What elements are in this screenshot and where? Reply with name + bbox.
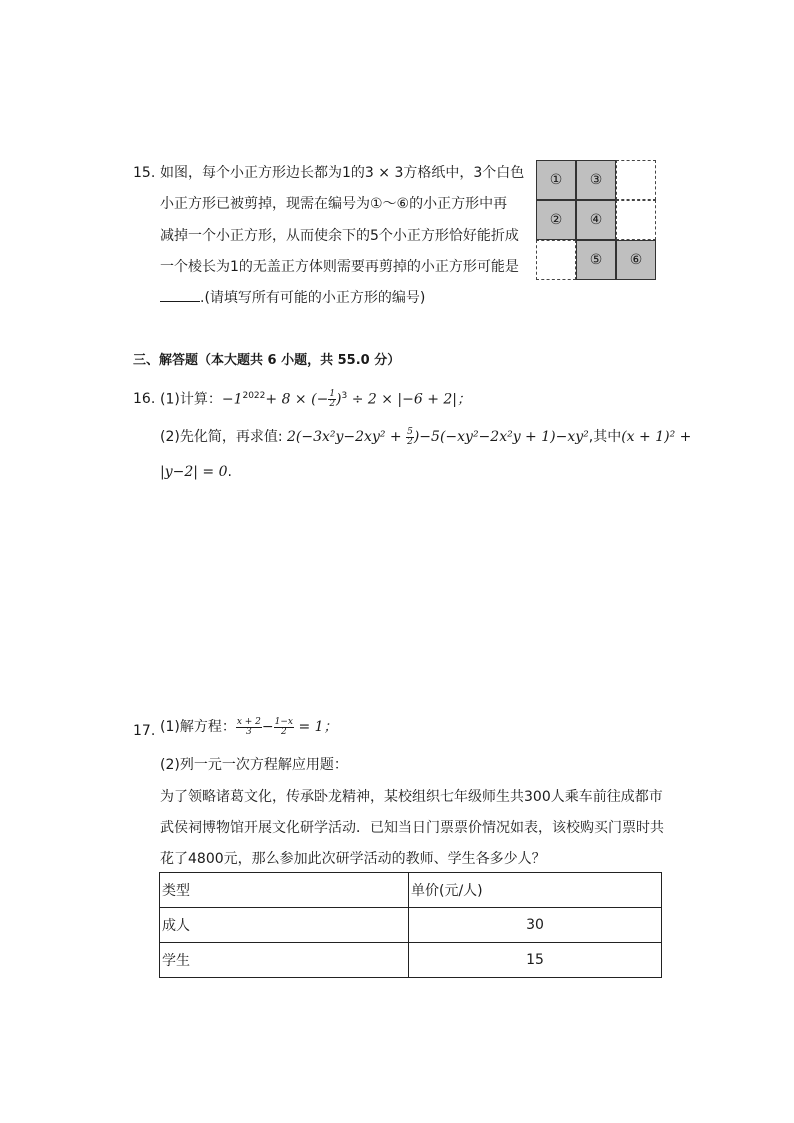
q16-number: 16. [133,391,156,407]
q16-part1-exp2: 3 [341,391,348,401]
q16-part2-expr-b: )−5(−xy²−2x²y + 1)−xy² [413,429,589,445]
ticket-price-table [159,872,662,978]
q16-part2-cond-a: (x + 1)² + [621,429,692,445]
grid-square: ⑤ [576,240,616,280]
q17-part1-prefix: (1)解方程： [160,719,236,735]
cut-square [536,240,576,280]
cut-square [616,200,656,240]
q17-fraction-2: $\frac{1-x}{2}$ [274,716,293,737]
table-header-row [160,873,662,908]
q15-number: 15. [133,165,156,181]
q16-part2-suffix: ,其中 [588,429,622,445]
table-cell-price: 15 [409,943,662,978]
table-cell-type: 成人 [160,908,409,943]
table-row [160,943,662,978]
q16-part1-exp: 2022 [242,391,266,401]
q15-line-2: 小正方形已被剪掉，现需在编号为①～⑥的小正方形中再 [160,196,508,212]
q16-part2-fraction: $\frac{5}{2}$ [407,426,413,447]
grid-square: ① [536,160,576,200]
q15-last-line: .(请填写所有可能的小正方形的编号) [200,290,426,306]
q16-part2-expr-a: 2(−3x²y−2xy² + [287,429,407,445]
q17-part1-rhs: = 1； [294,719,338,735]
q17-fraction-1: $\frac{x + 2}{3}$ [236,716,261,737]
q17-body-line-3: 花了4800元，那么参加此次研学活动的教师、学生各多少人？ [160,851,546,867]
q17-body-line-1: 为了领略诸葛文化，传承卧龙精神，某校组织七年级师生共300人乘车前往成都市 [160,789,663,805]
q15-line-5 [160,287,425,308]
q16-part1-expr-a: −1 [221,391,243,408]
grid-square: ④ [576,200,616,240]
q16-part1-expr-b: + 8 × (− [265,391,329,408]
square-grid-figure [536,160,658,280]
q17-part2-title: (2)列一元一次方程解应用题： [160,757,348,773]
q16-part1 [160,386,471,410]
q16-part2-cond-b: |y−2| = 0 [160,464,228,480]
table-header-type: 类型 [160,873,409,908]
q17-part1 [160,717,338,737]
q15-line-3: 减掉一个小正方形，从而使余下的5个小正方形恰好能折成 [160,228,519,244]
answer-blank[interactable] [160,287,200,302]
table-cell-price: 30 [409,908,662,943]
q15-line-4: 一个棱长为1的无盖正方体则需要再剪掉的小正方形可能是 [160,259,519,275]
q15-line-1: 如图，每个小正方形边长都为1的3 × 3方格纸中，3个白色 [160,165,525,181]
table-header-price: 单价(元/人) [409,873,662,908]
q17-body-line-2: 武侯祠博物馆开展文化研学活动．已知当日门票票价情况如表，该校购买门票时共 [160,820,664,836]
cut-square [616,160,656,200]
q16-part2 [160,427,691,447]
q16-part1-fraction: $\frac{1}{2}$ [329,389,336,410]
q16-part2-cont [160,462,232,482]
q17-minus: − [261,719,274,735]
section-title: 三、解答题（本大题共 6 小题，共 55.0 分） [133,353,401,368]
q17-number: 17. [133,723,156,739]
grid-square: ③ [576,160,616,200]
grid-square: ② [536,200,576,240]
table-cell-type: 学生 [160,943,409,978]
q16-part1-expr-c: ) [336,391,342,408]
q16-part1-expr-d: ÷ 2 × |−6 + 2|； [347,391,472,408]
q16-part1-prefix: (1)计算： [160,391,222,408]
table-row [160,908,662,943]
q16-part2-prefix: (2)先化简，再求值: [160,429,287,445]
grid-square: ⑥ [616,240,656,280]
q16-part2-end: . [227,464,232,480]
